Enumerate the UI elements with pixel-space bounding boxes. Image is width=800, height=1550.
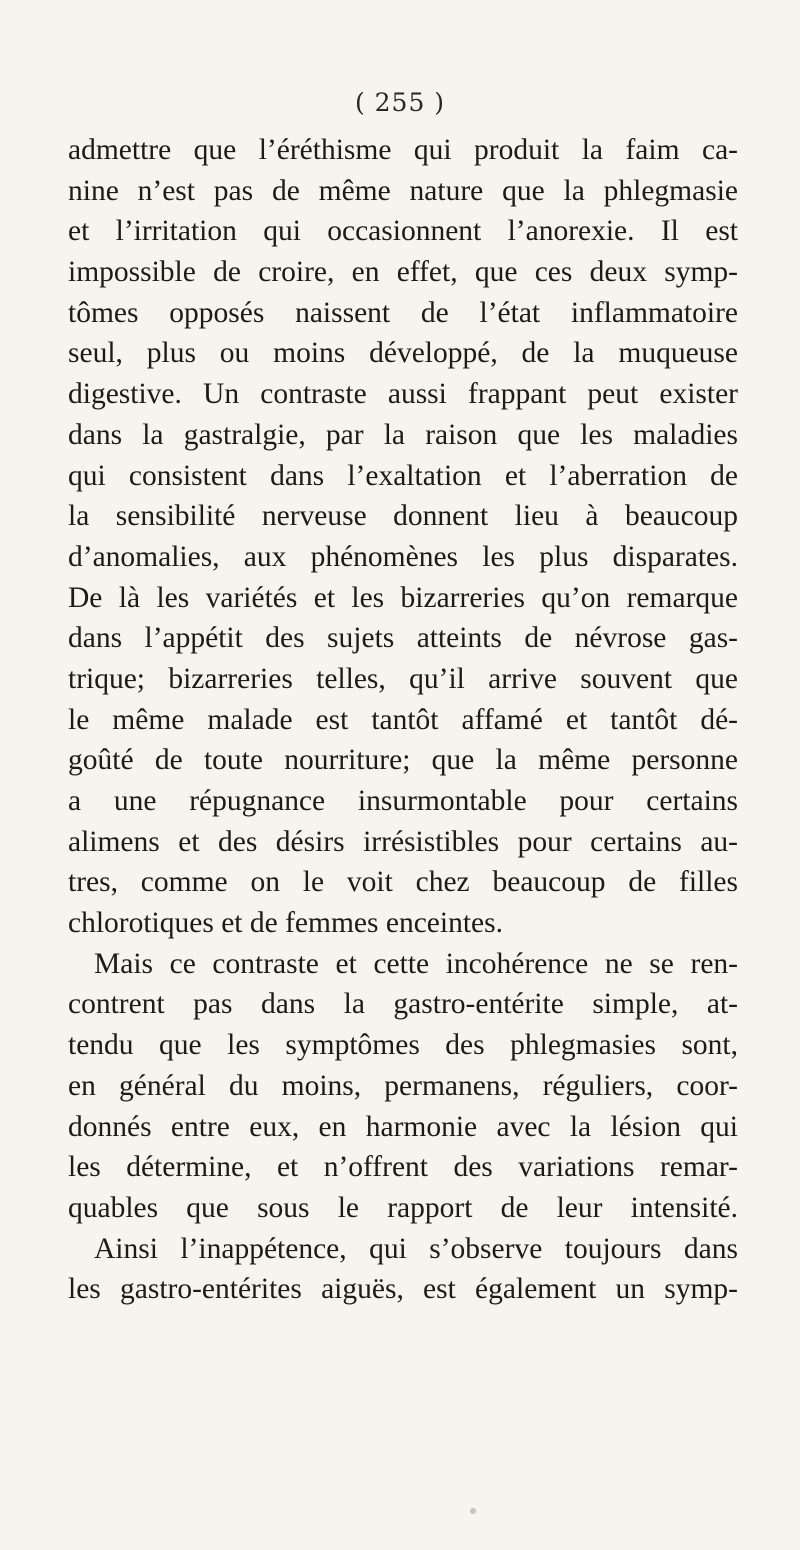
- text-line-9: qui consistent dans l’exaltation et l’aberration de: [68, 459, 738, 492]
- text-line-27: quables que sous le rapport de leur intensité.: [68, 1191, 738, 1224]
- text-line-23: tendu que les symptômes des phlegmasies sont,: [68, 1029, 738, 1062]
- body-text: [68, 130, 738, 1310]
- ink-mark: [470, 1508, 476, 1514]
- text-line-6: seul, plus ou moins développé, de la muqueuse: [68, 337, 738, 370]
- text-line-22: contrent pas dans la gastro-entérite simple, at-: [68, 988, 738, 1021]
- text-line-29: les gastro-entérites aiguës, est également un symp-: [68, 1273, 738, 1306]
- text-line-16: goûté de toute nourriture; que la même personne: [68, 744, 738, 777]
- text-line-12: De là les variétés et les bizarreries qu’on remarque: [68, 581, 738, 614]
- text-line-13: dans l’appétit des sujets atteints de névrose gas-: [68, 622, 738, 655]
- text-line-10: la sensibilité nerveuse donnent lieu à beaucoup: [68, 500, 738, 533]
- text-line-18: alimens et des désirs irrésistibles pour certains au-: [68, 825, 738, 858]
- page-number: ( 255 ): [354, 88, 446, 117]
- text-line-20: chlorotiques et de femmes enceintes.: [68, 907, 503, 940]
- text-line-7: digestive. Un contraste aussi frappant peut exister: [68, 378, 738, 411]
- text-line-2: nine n’est pas de même nature que la phlegmasie: [68, 174, 738, 207]
- text-line-24: en général du moins, permanens, réguliers, coor-: [68, 1069, 738, 1102]
- text-line-14: trique; bizarreries telles, qu’il arrive souvent que: [68, 662, 738, 695]
- text-line-4: impossible de croire, en effet, que ces deux symp-: [68, 256, 738, 289]
- text-line-8: dans la gastralgie, par la raison que les maladies: [68, 418, 738, 451]
- text-line-21: Mais ce contraste et cette incohérence ne se ren-: [94, 947, 738, 980]
- text-line-15: le même malade est tantôt affamé et tantôt dé-: [68, 703, 738, 736]
- text-line-5: tômes opposés naissent de l’état inflammatoire: [68, 296, 738, 329]
- text-line-3: et l’irritation qui occasionnent l’anorexie. Il est: [68, 215, 738, 248]
- text-line-11: d’anomalies, aux phénomènes les plus disparates.: [68, 540, 738, 573]
- text-line-26: les détermine, et n’offrent des variations remar-: [68, 1151, 738, 1184]
- text-line-1: admettre que l’éréthisme qui produit la faim ca-: [68, 134, 738, 166]
- text-line-17: a une répugnance insurmontable pour certains: [68, 785, 738, 817]
- text-line-28: Ainsi l’inappétence, qui s’observe toujours dans: [94, 1232, 738, 1265]
- text-line-19: tres, comme on le voit chez beaucoup de filles: [68, 866, 738, 899]
- text-line-25: donnés entre eux, en harmonie avec la lésion qui: [68, 1110, 738, 1143]
